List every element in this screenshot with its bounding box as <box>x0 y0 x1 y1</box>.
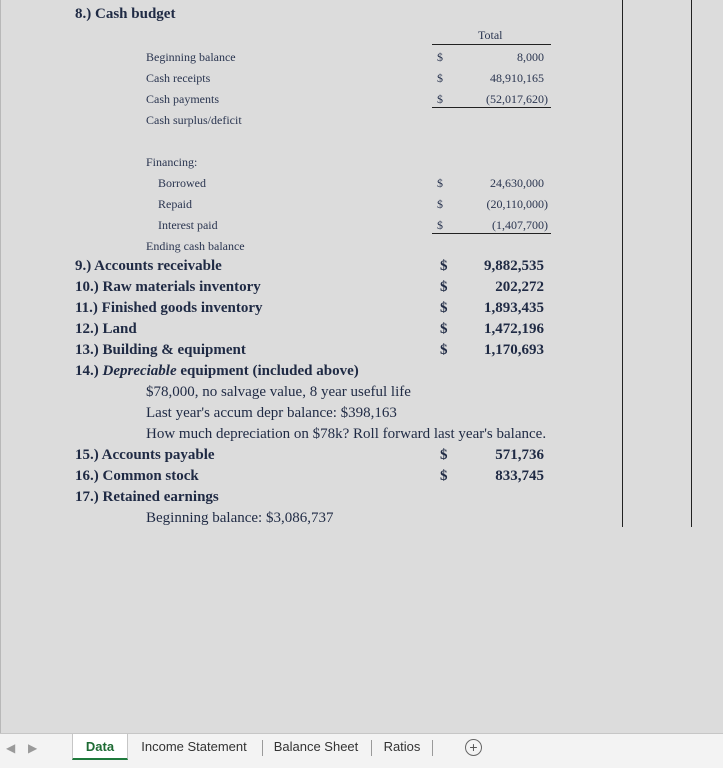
row-label[interactable]: Cash payments <box>146 92 219 106</box>
item-value[interactable]: 571,736 <box>495 447 544 463</box>
note-line[interactable]: How much depreciation on $78k? Roll forward last year's balance. <box>146 426 547 442</box>
currency-symbol: $ <box>437 92 443 106</box>
tab-ratios[interactable]: Ratios <box>383 739 421 754</box>
sheet-tab-bar <box>0 733 723 768</box>
currency-symbol: $ <box>437 176 443 190</box>
tab-separator <box>371 740 372 756</box>
item-value[interactable]: 1,893,435 <box>484 300 544 316</box>
note-line[interactable]: Last year's accum depr balance: $398,163 <box>146 405 397 421</box>
total-underline <box>432 233 551 234</box>
note-line[interactable]: Beginning balance: $3,086,737 <box>146 510 334 526</box>
item-label[interactable]: 17.) Retained earnings <box>75 489 219 505</box>
item-label[interactable]: 16.) Common stock <box>75 468 199 484</box>
scroll-tabs-left-icon[interactable]: ◀ <box>6 741 16 755</box>
section-title[interactable]: 8.) Cash budget <box>75 6 176 22</box>
currency-symbol: $ <box>440 321 448 337</box>
tab-balance-sheet[interactable]: Balance Sheet <box>273 739 359 754</box>
financing-label[interactable]: Financing: <box>146 155 198 169</box>
currency-symbol: $ <box>440 258 448 274</box>
item-value[interactable]: 1,170,693 <box>484 342 544 358</box>
currency-symbol: $ <box>437 218 443 232</box>
row-value[interactable]: 8,000 <box>517 50 544 64</box>
currency-symbol: $ <box>437 71 443 85</box>
row-value[interactable]: (20,110,000) <box>486 197 548 211</box>
row-label[interactable]: Beginning balance <box>146 50 236 64</box>
tab-data[interactable]: Data <box>72 734 128 760</box>
item-value[interactable]: 833,745 <box>495 468 544 484</box>
column-header-total[interactable]: Total <box>478 28 503 42</box>
item-label[interactable]: 11.) Finished goods inventory <box>75 300 263 316</box>
add-sheet-icon[interactable]: + <box>465 739 482 756</box>
row-value[interactable]: 48,910,165 <box>490 71 544 85</box>
total-underline <box>432 107 551 108</box>
currency-symbol: $ <box>440 342 448 358</box>
item-label[interactable]: 15.) Accounts payable <box>75 447 215 463</box>
grid-left-edge <box>0 0 1 733</box>
row-value[interactable]: 24,630,000 <box>490 176 544 190</box>
tab-income-statement[interactable]: Income Statement <box>141 739 247 754</box>
ending-balance-label[interactable]: Ending cash balance <box>146 239 245 253</box>
depreciable-heading[interactable] <box>75 364 359 379</box>
scroll-tabs-right-icon[interactable]: ▶ <box>28 741 38 755</box>
currency-symbol: $ <box>440 279 448 295</box>
item-label[interactable]: 10.) Raw materials inventory <box>75 279 261 295</box>
item-label[interactable]: 12.) Land <box>75 321 137 337</box>
item-label[interactable]: 13.) Building & equipment <box>75 342 246 358</box>
tab-separator <box>432 740 433 756</box>
row-value[interactable]: (1,407,700) <box>492 218 548 232</box>
column-border <box>691 0 692 527</box>
row-value[interactable]: (52,017,620) <box>486 92 548 106</box>
item-value[interactable]: 1,472,196 <box>484 321 544 337</box>
note-line[interactable]: $78,000, no salvage value, 8 year useful life <box>146 384 411 400</box>
currency-symbol: $ <box>440 300 448 316</box>
row-label[interactable]: Cash receipts <box>146 71 211 85</box>
row-label[interactable]: Repaid <box>158 197 192 211</box>
item-value[interactable]: 202,272 <box>495 279 544 295</box>
currency-symbol: $ <box>440 447 448 463</box>
column-border <box>622 0 623 527</box>
depreciable-suffix: equipment (included above) <box>176 363 359 379</box>
header-underline <box>432 44 551 45</box>
depreciable-italic: Depreciable <box>102 363 177 379</box>
row-label[interactable]: Borrowed <box>158 176 206 190</box>
tab-separator <box>262 740 263 756</box>
currency-symbol: $ <box>437 50 443 64</box>
item-label[interactable]: 9.) Accounts receivable <box>75 258 222 274</box>
row-label[interactable]: Interest paid <box>158 218 218 232</box>
currency-symbol: $ <box>437 197 443 211</box>
row-label[interactable]: Cash surplus/deficit <box>146 113 242 127</box>
item-value[interactable]: 9,882,535 <box>484 258 544 274</box>
depreciable-prefix: 14.) <box>75 363 103 379</box>
currency-symbol: $ <box>440 468 448 484</box>
